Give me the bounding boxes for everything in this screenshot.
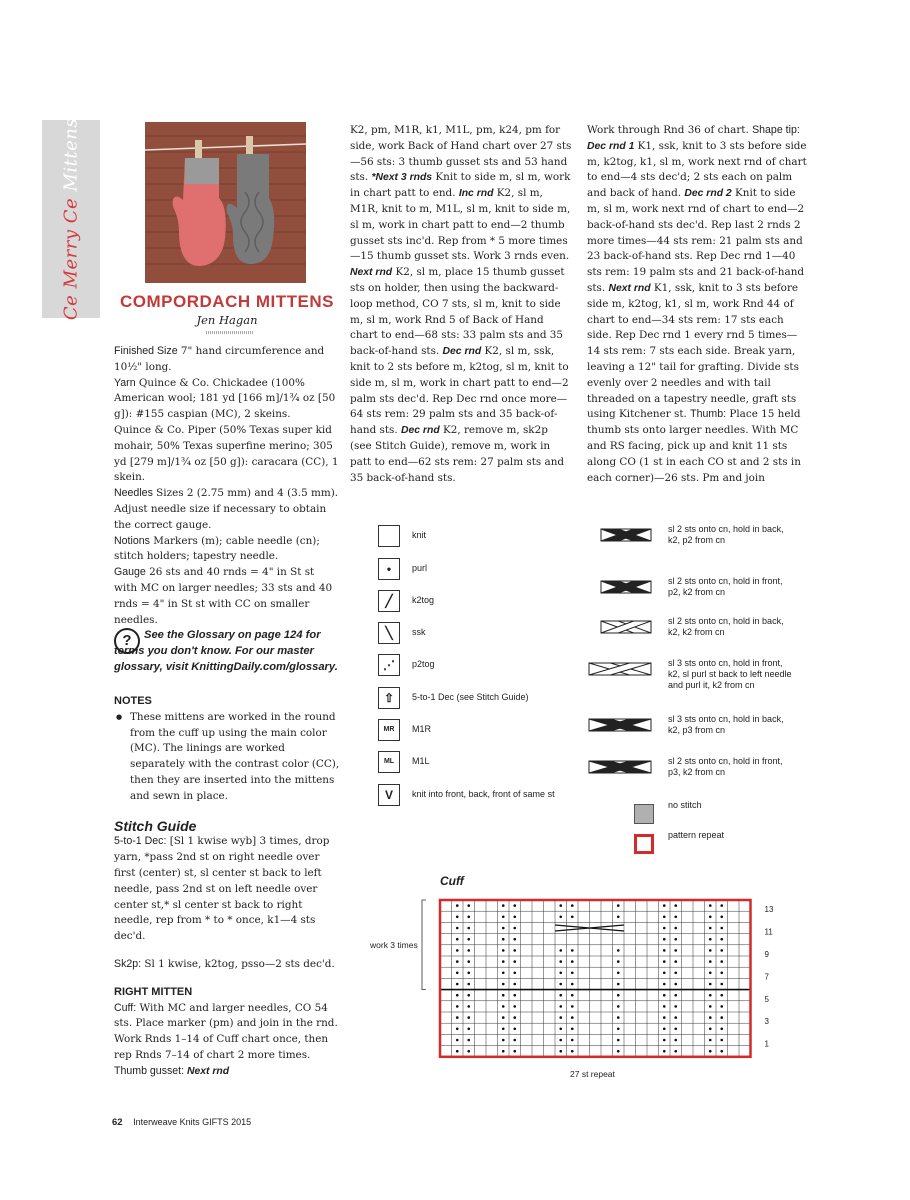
purl-mark — [467, 994, 470, 997]
p2tog-icon: ⋰ — [378, 654, 400, 676]
key-label: sl 2 sts onto cn, hold in back, k2, p2 from cn — [668, 524, 784, 545]
k2tog-icon: ╱ — [378, 590, 400, 612]
row-number: 7 — [764, 972, 769, 982]
purl-mark — [674, 983, 677, 986]
purl-mark — [513, 904, 516, 907]
notes-section — [114, 694, 340, 1080]
purl-mark — [617, 1016, 620, 1019]
purl-mark — [456, 1039, 459, 1042]
page-footer — [112, 1117, 251, 1128]
purl-mark — [456, 960, 459, 963]
purl-mark — [617, 994, 620, 997]
purl-mark — [502, 904, 505, 907]
purl-mark — [720, 904, 723, 907]
purl-mark — [720, 1016, 723, 1019]
purl-mark — [571, 949, 574, 952]
purl-icon: • — [378, 558, 400, 580]
purl-mark — [709, 972, 712, 975]
purl-mark — [513, 1039, 516, 1042]
purl-mark — [571, 994, 574, 997]
purl-mark — [709, 983, 712, 986]
swirl-ornament: Ce — [60, 197, 82, 224]
needles-spec: Needles Sizes 2 (2.75 mm) and 4 (3.5 mm). Adjust needle size if necessary to obtain the correct gauge. — [114, 487, 339, 531]
purl-mark — [617, 983, 620, 986]
instruction-text: Place 15 held thumb sts onto larger needles. With MC and RS facing, pick up and knit 11 sts along CO (1 st in each CO st and 2 sts in each corner)—26 sts. Pm and join — [587, 408, 801, 484]
purl-mark — [513, 916, 516, 919]
purl-mark — [709, 1005, 712, 1008]
purl-mark — [663, 949, 666, 952]
purl-mark — [467, 1028, 470, 1031]
purl-mark — [674, 972, 677, 975]
purl-mark — [709, 1016, 712, 1019]
instruction-label: Inc rnd — [458, 188, 494, 200]
purl-mark — [456, 983, 459, 986]
column-3 — [587, 123, 809, 486]
purl-mark — [720, 1028, 723, 1031]
section-tab-merry: Merry — [60, 229, 82, 289]
instruction-label: Dec rnd — [400, 425, 440, 437]
purl-mark — [674, 927, 677, 930]
purl-mark — [559, 904, 562, 907]
purl-mark — [674, 1039, 677, 1042]
purl-mark — [456, 1005, 459, 1008]
purl-mark — [663, 1028, 666, 1031]
cuff-chart — [415, 895, 795, 1065]
purl-mark — [467, 1005, 470, 1008]
purl-mark — [502, 927, 505, 930]
repeat-bracket — [422, 900, 426, 990]
purl-mark — [663, 1039, 666, 1042]
key-label: M1L — [412, 756, 430, 766]
purl-mark — [571, 1005, 574, 1008]
purl-mark — [663, 994, 666, 997]
section-tab — [42, 117, 100, 321]
key-label: sl 2 sts onto cn, hold in front, p2, k2 from cn — [668, 576, 783, 597]
publication-name: Interweave Knits GIFTS 2015 — [133, 1117, 252, 1127]
row-number: 5 — [764, 994, 769, 1004]
purl-mark — [617, 1050, 620, 1053]
cable-2-2-back-p-icon — [600, 528, 652, 542]
purl-mark — [663, 960, 666, 963]
purl-mark — [663, 916, 666, 919]
purl-mark — [720, 972, 723, 975]
glossary-callout — [114, 627, 339, 675]
pattern-author: Jen Hagan — [196, 313, 258, 327]
purl-mark — [674, 904, 677, 907]
question-icon: ? — [114, 628, 140, 654]
purl-mark — [571, 1050, 574, 1053]
purl-mark — [456, 927, 459, 930]
chart-key-right — [588, 522, 818, 862]
purl-mark — [720, 927, 723, 930]
key-label: no stitch — [668, 800, 702, 810]
cuff-instructions: Cuff: With MC and larger needles, CO 54 sts. Place marker (pm) and join in the rnd. Work Rnds 1–14 of Cuff chart once, then rep Rnds 7–14 of chart 2 more times. Thumb gusset: Next rnd — [114, 1001, 338, 1077]
cuff-chart-title: Cuff — [440, 874, 464, 888]
purl-mark — [571, 1039, 574, 1042]
purl-mark — [720, 983, 723, 986]
work-3-times-label: work 3 times — [370, 940, 418, 950]
purl-mark — [559, 994, 562, 997]
right-mitten-heading: RIGHT MITTEN — [114, 985, 193, 998]
purl-mark — [456, 949, 459, 952]
purl-mark — [709, 960, 712, 963]
ssk-icon: ╲ — [378, 622, 400, 644]
row-number: 13 — [764, 905, 774, 915]
purl-mark — [467, 960, 470, 963]
chart-key-left — [378, 525, 598, 815]
5-to-1-dec-icon: ⇧ — [378, 687, 400, 709]
purl-mark — [502, 960, 505, 963]
purl-mark — [720, 938, 723, 941]
purl-mark — [559, 983, 562, 986]
purl-mark — [674, 960, 677, 963]
finished-size: Finished Size 7" hand circumference and 10½" long. — [114, 345, 325, 373]
purl-mark — [502, 972, 505, 975]
instruction-text: K2, pm, M1R, k1, M1L, pm, k24, pm for side, work Back of Hand chart over 27 sts—56 sts: 3 thumb gusset sts and 53 hand sts. — [350, 124, 572, 184]
purl-mark — [456, 1016, 459, 1019]
purl-mark — [467, 972, 470, 975]
purl-mark — [663, 972, 666, 975]
knit-icon — [378, 525, 400, 547]
pattern-repeat-icon — [634, 834, 654, 854]
cable-3-1-3-icon — [588, 662, 652, 676]
purl-mark — [467, 983, 470, 986]
instruction-text: Work through Rnd 36 of chart. — [587, 124, 753, 136]
instruction-label: Next rnd — [608, 282, 651, 294]
instruction-text: K2, sl m, ssk, knit to 2 sts before m, k2tog, sl m, knit to side m, sl m, work in chart patt to end—2 palm sts dec'd. Rep Dec rnd once more—64 sts rem: 29 palm sts and 35 back-of-hand sts. — [350, 345, 569, 437]
key-label: ssk — [412, 627, 426, 637]
purl-mark — [720, 960, 723, 963]
purl-mark — [617, 972, 620, 975]
purl-mark — [663, 927, 666, 930]
purl-mark — [456, 938, 459, 941]
purl-mark — [571, 972, 574, 975]
purl-mark — [617, 1039, 620, 1042]
purl-mark — [709, 1028, 712, 1031]
glossary-text: See the Glossary on page 124 for terms you don't know. For our master glossary, visit KnittingDaily.com/glossary. — [114, 629, 338, 673]
stitch-guide-sk2p: Sk2p: Sl 1 kwise, k2tog, psso—2 sts dec'd. — [114, 957, 335, 970]
purl-mark — [617, 949, 620, 952]
purl-mark — [559, 972, 562, 975]
purl-mark — [709, 1039, 712, 1042]
purl-mark — [617, 960, 620, 963]
purl-mark — [467, 1050, 470, 1053]
swirl-ornament: Ce — [60, 294, 82, 321]
purl-mark — [709, 1050, 712, 1053]
purl-mark — [467, 949, 470, 952]
notes-heading: NOTES — [114, 695, 152, 707]
purl-mark — [513, 927, 516, 930]
key-label: sl 3 sts onto cn, hold in back, k2, p3 from cn — [668, 714, 784, 735]
yarn-spec: Yarn Quince & Co. Chickadee (100% American wool; 181 yd [166 m]/1¾ oz [50 g]): #155 caspian (MC), 2 skeins. — [114, 376, 336, 421]
stitch-guide-heading: Stitch Guide — [114, 817, 197, 834]
key-label: sl 2 sts onto cn, hold in front, p3, k2 from cn — [668, 756, 783, 777]
purl-mark — [674, 1005, 677, 1008]
purl-mark — [456, 1050, 459, 1053]
key-label: sl 3 sts onto cn, hold in front, k2, sl purl st back to left needle and purl it, k2 from cn — [668, 658, 792, 690]
purl-mark — [571, 1028, 574, 1031]
m1r-icon: MR — [378, 719, 400, 741]
purl-mark — [709, 938, 712, 941]
col3-text — [587, 123, 809, 486]
key-label: pattern repeat — [668, 830, 725, 840]
purl-mark — [663, 938, 666, 941]
purl-mark — [513, 1016, 516, 1019]
purl-mark — [720, 1005, 723, 1008]
purl-mark — [663, 1050, 666, 1053]
instruction-text: K1, ssk, knit to 3 sts before side m, k2tog, k1, sl m, work next rnd of chart to end—4 sts dec'd; 2 sts each on palm and back of hand. — [587, 139, 807, 200]
purl-mark — [663, 1016, 666, 1019]
purl-mark — [720, 1050, 723, 1053]
purl-mark — [663, 1005, 666, 1008]
purl-mark — [513, 1028, 516, 1031]
purl-mark — [513, 938, 516, 941]
purl-mark — [467, 1039, 470, 1042]
instruction-label: Dec rnd — [442, 346, 482, 358]
column-1 — [114, 344, 340, 628]
purl-mark — [559, 949, 562, 952]
purl-mark — [674, 994, 677, 997]
purl-mark — [617, 916, 620, 919]
purl-mark — [502, 983, 505, 986]
purl-mark — [571, 904, 574, 907]
key-label: M1R — [412, 724, 432, 734]
page-number: 62 — [112, 1117, 123, 1128]
purl-mark — [709, 949, 712, 952]
purl-mark — [513, 983, 516, 986]
stitch-guide-5to1: 5-to-1 Dec: [Sl 1 kwise wyb] 3 times, drop yarn, *pass 2nd st on right needle over first (center) st, sl center st back to left needle, pass 2nd st on left needle over center st,* sl center st back to right needle, rep from * to * once, k1—4 sts dec'd. — [114, 835, 330, 943]
row-number: 3 — [764, 1017, 769, 1027]
instruction-text: K2, sl m, M1R, knit to m, M1L, sl m, knit to side m, sl m, work in chart patt to end—2 thumb gusset sts inc'd. Rep from * 5 more times—15 thumb gusset sts. Work 3 rnds even. — [350, 187, 571, 263]
cable-2-2-front-p-icon — [600, 580, 652, 594]
purl-mark — [456, 916, 459, 919]
purl-mark — [559, 916, 562, 919]
purl-mark — [720, 949, 723, 952]
purl-mark — [559, 1016, 562, 1019]
purl-mark — [709, 927, 712, 930]
purl-mark — [559, 1005, 562, 1008]
purl-mark — [720, 1039, 723, 1042]
purl-mark — [571, 983, 574, 986]
instruction-text: K2, sl m, place 15 thumb gusset sts on holder, then using the backward-loop method, CO 7 sts, sl m, knit to side m, sl m, work Rnd 5 of Back of Hand chart to end—68 sts: 33 palm sts and 35 back-of-hand sts. — [350, 266, 565, 358]
purl-mark — [502, 938, 505, 941]
purl-mark — [617, 1005, 620, 1008]
purl-mark — [674, 1028, 677, 1031]
purl-mark — [513, 949, 516, 952]
purl-mark — [674, 916, 677, 919]
purl-mark — [502, 1028, 505, 1031]
notes-text: ● These mittens are worked in the round from the cuff up using the main color (MC). The linings are worked separately with the contrast color (CC), then they are inserted into the mittens and sewn in place. — [114, 710, 340, 805]
purl-mark — [502, 1005, 505, 1008]
purl-mark — [502, 1050, 505, 1053]
author-divider — [206, 331, 254, 334]
purl-mark — [467, 1016, 470, 1019]
key-label: knit — [412, 530, 427, 540]
purl-mark — [617, 904, 620, 907]
key-label: k2tog — [412, 595, 435, 605]
pattern-title: COMPORDACH MITTENS — [120, 292, 334, 311]
key-label: p2tog — [412, 659, 435, 669]
cable-2-3-front-icon — [588, 760, 652, 774]
instruction-text: K1, ssk, knit to 3 sts before side m, k2tog, k1, sl m, work Rnd 44 of chart to end—34 sts rem: 17 sts each side. Rep Dec rnd 1 every rnd 5 times—14 sts rem: 7 sts each side. Break yarn, leaving a 12" tail for grafting. Divide sts evenly over 2 needles and with tail threaded on a tapestry needle, graft sts using Kitchener st. — [587, 281, 799, 421]
purl-mark — [456, 972, 459, 975]
purl-mark — [709, 994, 712, 997]
section-label: Thumb: — [690, 408, 727, 421]
instruction-text: K2, remove m, sk2p (see Stitch Guide), remove m, work in patt to end—62 sts rem: 27 palm sts and 35 back-of-hand sts. — [350, 424, 565, 484]
purl-mark — [617, 1028, 620, 1031]
purl-mark — [674, 1016, 677, 1019]
key-label: sl 2 sts onto cn, hold in back, k2, k2 from cn — [668, 616, 784, 637]
purl-mark — [571, 1016, 574, 1019]
cable-3-3-back-p-icon — [588, 718, 652, 732]
instruction-text: Knit to side m, sl m, work in chart patt to end. — [350, 171, 571, 200]
purl-mark — [467, 938, 470, 941]
m1l-icon: ML — [378, 751, 400, 773]
kfbf-icon: V — [378, 784, 400, 806]
purl-mark — [720, 994, 723, 997]
purl-mark — [513, 1005, 516, 1008]
purl-mark — [571, 916, 574, 919]
purl-mark — [456, 994, 459, 997]
purl-mark — [456, 904, 459, 907]
purl-mark — [720, 916, 723, 919]
instruction-label: Next rnd — [350, 267, 393, 279]
purl-mark — [513, 1050, 516, 1053]
purl-mark — [559, 1028, 562, 1031]
purl-mark — [674, 938, 677, 941]
purl-mark — [502, 1039, 505, 1042]
instruction-text: Knit to side m, sl m, work next rnd of chart to end—2 back-of-hand sts dec'd. Rep last 2 rnds 2 more times—44 sts rem: 21 palm sts and 23 back-of-hand sts. Rep Dec rnd 1—40 sts rem: 19 palm sts and 21 back-of-hand sts. — [587, 187, 805, 294]
key-label: 5-to-1 Dec (see Stitch Guide) — [412, 692, 529, 702]
no-stitch-icon — [634, 804, 654, 824]
purl-mark — [513, 994, 516, 997]
key-label: purl — [412, 563, 428, 573]
purl-mark — [456, 1028, 459, 1031]
key-label: knit into front, back, front of same st — [412, 789, 555, 799]
gauge-spec: Gauge 26 sts and 40 rnds = 4" in St st with MC on larger needles; 33 sts and 40 rnds = 4" in St st with CC on smaller needles. — [114, 566, 333, 626]
purl-mark — [513, 960, 516, 963]
purl-mark — [467, 927, 470, 930]
purl-mark — [674, 1050, 677, 1053]
purl-mark — [559, 960, 562, 963]
section-tab-mittens: Mittens — [60, 117, 82, 192]
purl-mark — [709, 916, 712, 919]
purl-mark — [663, 983, 666, 986]
purl-mark — [502, 949, 505, 952]
row-number: 1 — [764, 1039, 769, 1049]
purl-mark — [663, 904, 666, 907]
notions-spec: Notions Markers (m); cable needle (cn); stitch holders; tapestry needle. — [114, 534, 320, 563]
row-number: 9 — [764, 950, 769, 959]
stitch-repeat-label: 27 st repeat — [570, 1069, 615, 1079]
instruction-label: *Next 3 rnds — [371, 172, 433, 184]
purl-mark — [502, 916, 505, 919]
column-2 — [350, 123, 572, 486]
purl-mark — [559, 1050, 562, 1053]
purl-mark — [467, 916, 470, 919]
purl-mark — [571, 960, 574, 963]
row-number: 11 — [764, 927, 773, 937]
purl-mark — [674, 949, 677, 952]
purl-mark — [709, 904, 712, 907]
instruction-label: Dec rnd 2 — [684, 188, 732, 200]
cable-2-2-back-icon — [600, 620, 652, 634]
purl-mark — [513, 972, 516, 975]
section-label: Shape tip: — [752, 124, 800, 136]
purl-mark — [559, 1039, 562, 1042]
instruction-label: Dec rnd 1 — [587, 140, 635, 152]
yarn-spec-2: Quince & Co. Piper (50% Texas super kid mohair, 50% Texas superfine merino; 305 yd [279 m]/1¾ oz [50 g]): caracara (CC), 1 skein. — [114, 423, 339, 484]
col2-text — [350, 123, 572, 486]
purl-mark — [467, 904, 470, 907]
mittens-photo — [145, 122, 306, 283]
purl-mark — [502, 1016, 505, 1019]
purl-mark — [502, 994, 505, 997]
